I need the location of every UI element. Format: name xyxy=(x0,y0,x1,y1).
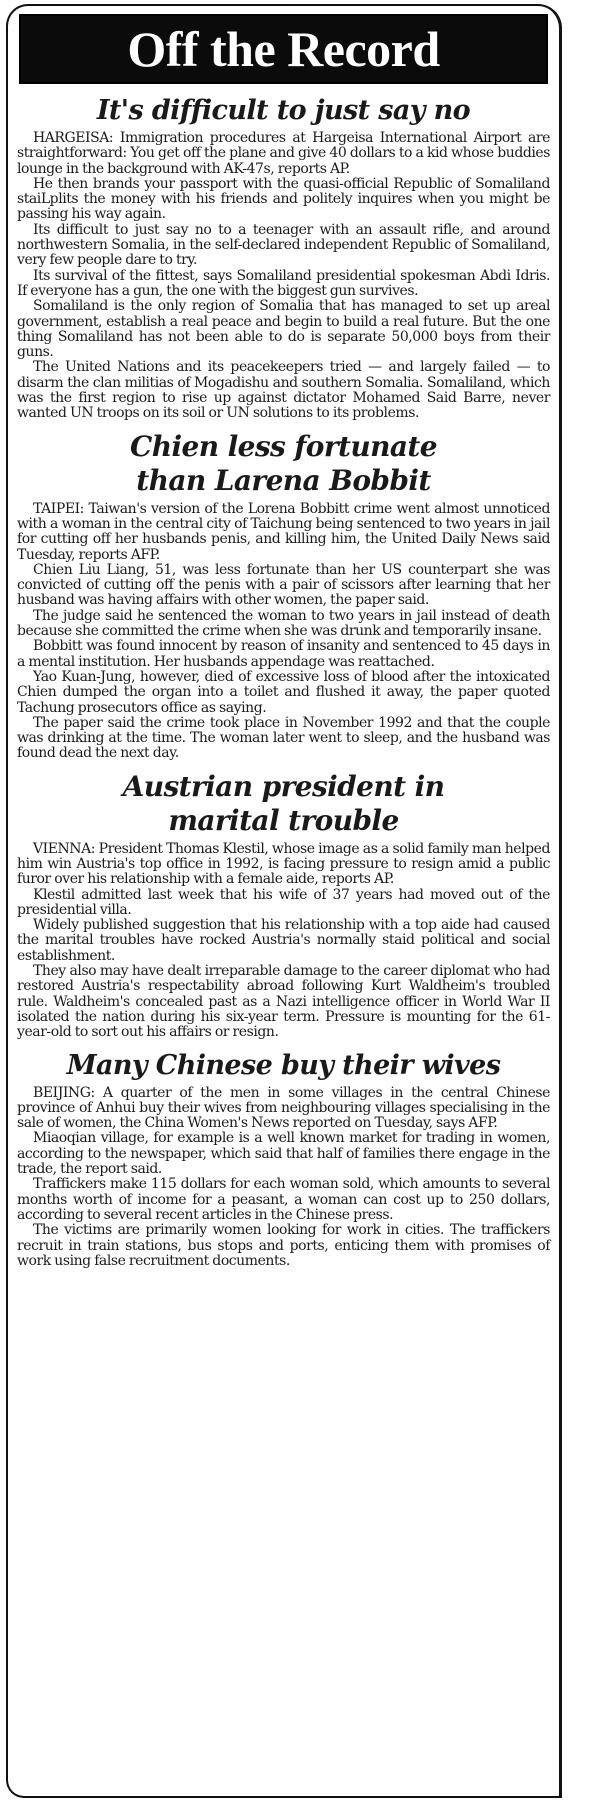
article-paragraph: The United Nations and its peacekeepers tried — and largely failed — to disarm the clan militias of Mogadishu and southern Somalia. Somaliland, which was the first region to rise up against dictator Mohamed Said Barre, never wanted UN troops on its soil or UN solutions to its problems. xyxy=(17,359,550,422)
article-paragraph: The judge said he sentenced the woman to two years in jail instead of death because she committed the crime when she was drunk and temporarily insane. xyxy=(17,607,550,640)
article-chinese-buy-wives xyxy=(17,1049,550,1270)
article-paragraph: Its difficult to just say no to a teenager with an assault rifle, and around northwestern Somalia, in the self-declared independent Republic of Somaliland, very few people dare to try. xyxy=(17,221,550,269)
article-paragraph: Widely published suggestion that his relationship with a top aide had caused the marital troubles have rocked Austria's normally staid political and social establishment. xyxy=(17,917,550,964)
masthead-title: Off the Record xyxy=(127,21,440,77)
article-paragraph: HARGEISA: Immigration procedures at Hargeisa International Airport are straightforward: You get off the plane and give 40 dollars to a kid whose buddies lounge in the background with AK-47s, reports AP. xyxy=(17,130,550,177)
article-paragraph: He then brands your passport with the quasi-official Republic of Somaliland staiLplits the money with his friends and politely inquires when you might be passing his way again. xyxy=(17,175,550,223)
headline-line: than Larena Bobbit xyxy=(136,463,431,497)
article-headline xyxy=(17,430,550,498)
article-paragraph: The paper said the crime took place in November 1992 and that the couple was drinking at the time. The woman later went to sleep, and the husband was found dead the next day. xyxy=(17,714,550,762)
article-paragraph: Chien Liu Liang, 51, was less fortunate than her US counterpart she was convicted of cutting off the penis with a pair of scissors after learning that her husband was having affairs with other women, the paper said. xyxy=(17,561,550,609)
article-paragraph: The victims are primarily women looking for work in cities. The traffickers recruit in train stations, bus stops and ports, enticing them with promises of work using false recruitment documents. xyxy=(17,1222,550,1269)
article-headline: It's difficult to just say no xyxy=(96,95,471,126)
masthead-banner xyxy=(19,14,548,84)
article-paragraph: Klestil admitted last week that his wife of 37 years had moved out of the presidential villa. xyxy=(17,886,550,918)
headline-line: Chien less fortunate xyxy=(130,429,437,463)
article-headline: Many Chinese buy their wives xyxy=(66,1049,501,1081)
headline-line: Austrian president in xyxy=(122,769,445,803)
headline-line: marital trouble xyxy=(168,803,399,837)
article-paragraph: TAIPEI: Taiwan's version of the Lorena Bobbitt crime went almost unnoticed with a woman in the central city of Taichung being sentenced to two years in jail for cutting off her husbands penis, and killing him, the United Daily News said Tuesday, reports AFP. xyxy=(17,500,550,563)
article-paragraph: Miaoqian village, for example is a well known market for trading in women, according to the newspaper, which said that half of families there engage in the trade, the report said. xyxy=(17,1130,550,1178)
article-paragraph: BEIJING: A quarter of the men in some villages in the central Chinese province of Anhui buy their wives from neighbouring villages specialising in the sale of women, the China Women's News reported on Tuesday, says AFP. xyxy=(17,1084,550,1132)
article-paragraph: Somaliland is the only region of Somalia that has managed to set up areal government, establish a real peace and begin to build a real future. But the one thing Somaliland has not been able to do is separate 50,000 boys from their guns. xyxy=(17,298,550,361)
article-paragraph: VIENNA: President Thomas Klestil, whose image as a solid family man helped him win Austria's top office in 1992, is facing pressure to resign amid a public furor over his relationship with a female aide, reports AP. xyxy=(17,840,550,888)
article-paragraph: Yao Kuan-Jung, however, died of excessive loss of blood after the intoxicated Chien dumped the organ into a toilet and flushed it away, the paper quoted Tachung prosecutors office as saying. xyxy=(17,668,550,716)
newspaper-column xyxy=(6,4,562,1798)
article-austrian-president xyxy=(17,770,550,1041)
article-paragraph: Traffickers make 115 dollars for each woman sold, which amounts to several months worth of income for a peasant, a woman can cost up to 250 dollars, according to several recent articles in the Chinese press. xyxy=(17,1176,550,1223)
article-paragraph: Bobbitt was found innocent by reason of insanity and sentenced to 45 days in a mental institution. Her husbands appendage was reattached. xyxy=(17,638,550,670)
article-paragraph: They also may have dealt irreparable damage to the career diplomat who had restored Austria's respectability abroad following Kurt Waldheim's troubled rule. Waldheim's concealed past as a Nazi intelligence officer in World War II isolated the nation during his six-year term. Pressure is mounting for the 61-year-old to sort out his affairs or resign. xyxy=(17,963,550,1041)
article-paragraph: Its survival of the fittest, says Somaliland presidential spokesman Abdi Idris. If everyone has a gun, the one with the biggest gun survives. xyxy=(17,267,550,299)
article-difficult-to-say-no xyxy=(17,94,550,422)
article-headline xyxy=(17,770,550,838)
article-chien-less-fortunate xyxy=(17,430,550,762)
